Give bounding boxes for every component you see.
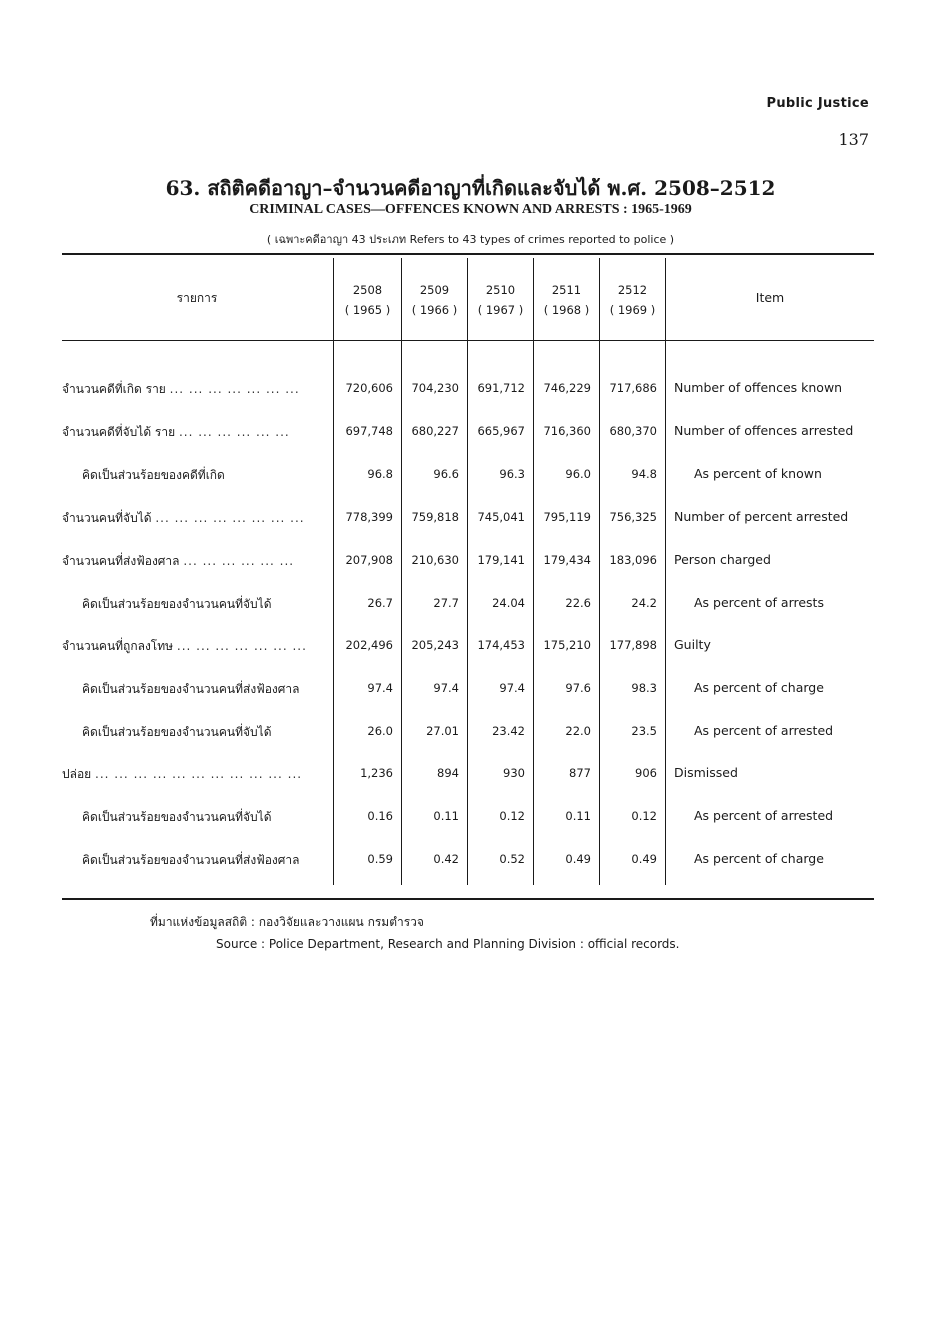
table-cell: 906 [635,766,657,780]
table-cell: 207,908 [345,553,393,567]
leader-dots: ... ... ... ... ... ... ... ... [155,511,305,525]
source-english: Source : Police Department, Research and Planning Division : official records. [216,937,680,951]
table-cell: 27.01 [426,724,459,738]
row-label-thai-text: คิดเป็นส่วนร้อยของจำนวนคนที่จับได้ [82,597,272,611]
column-header-item-thai: รายการ [176,291,218,305]
row-label-english: As percent of charge [694,680,824,695]
column-divider [599,258,600,885]
row-label-thai-text: คิดเป็นส่วนร้อยของจำนวนคนที่จับได้ [82,810,272,824]
table-cell: 0.52 [499,852,525,866]
year-ce: ( 1969 ) [609,303,656,317]
row-label-thai-text: จำนวนคดีที่จับได้ ราย [62,425,176,439]
table-cell: 756,325 [609,510,657,524]
title-thai: 63. สถิติคดีอาญา–จำนวนคดีอาญาที่เกิดและจับได้ พ.ศ. 2508–2512 [165,176,776,200]
year-be: 2512 [617,283,648,297]
column-divider [467,258,468,885]
leader-dots: ... ... ... ... ... ... [183,554,295,568]
subtitle: ( เฉพาะคดีอาญา 43 ประเภท Refers to 43 types of crimes reported to police ) [266,233,675,246]
year-be: 2508 [352,283,383,297]
table-cell: 0.12 [499,809,525,823]
table-cell: 96.6 [433,467,459,481]
year-ce: ( 1968 ) [543,303,590,317]
table-cell: 177,898 [609,638,657,652]
table-cell: 704,230 [411,381,459,395]
table-cell: 97.4 [433,681,459,695]
column-divider [665,258,666,885]
table-cell: 97.4 [499,681,525,695]
row-label-english: As percent of arrested [694,808,834,823]
table-cell: 96.3 [499,467,525,481]
row-label-english: Number of offences known [674,380,843,395]
table-cell: 0.59 [367,852,393,866]
table-cell: 174,453 [477,638,525,652]
table-cell: 716,360 [543,424,591,438]
table-cell: 0.42 [433,852,459,866]
table-cell: 23.5 [631,724,657,738]
table-cell: 0.16 [367,809,393,823]
row-label-thai-text: คิดเป็นส่วนร้อยของจำนวนคนที่ส่งฟ้องศาล [82,682,300,696]
year-header [534,280,599,320]
source-thai: ที่มาแห่งข้อมูลสถิติ : กองวิจัยและวางแผน กรมตำรวจ [150,915,424,929]
table-cell: 745,041 [477,510,525,524]
table-cell: 23.42 [492,724,525,738]
leader-dots: ... ... ... ... ... ... ... [169,382,300,396]
table-cell: 27.7 [433,596,459,610]
year-be: 2510 [485,283,516,297]
row-label-thai-text: จำนวนคดีที่เกิด ราย [62,382,166,396]
row-label-english: Person charged [674,552,771,567]
table-cell: 717,686 [609,381,657,395]
table-cell: 778,399 [345,510,393,524]
row-label-thai [62,552,332,571]
table-cell: 680,370 [609,424,657,438]
row-label-thai [62,851,332,870]
table-cell: 0.11 [433,809,459,823]
table-cell: 26.0 [367,724,393,738]
title-english: CRIMINAL CASES—OFFENCES KNOWN AND ARRESTS : 1965-1969 [249,202,692,217]
row-label-thai [62,808,332,827]
table-cell: 1,236 [360,766,393,780]
table-cell: 0.12 [631,809,657,823]
row-label-english: As percent of known [694,466,822,481]
year-header [402,280,467,320]
leader-dots: ... ... ... ... ... ... [178,425,290,439]
row-label-thai-text: ปล่อย [62,767,92,781]
row-label-thai [62,723,332,742]
table-cell: 691,712 [477,381,525,395]
year-header [468,280,533,320]
table-cell: 97.6 [565,681,591,695]
table-cell: 205,243 [411,638,459,652]
table-cell: 22.6 [565,596,591,610]
row-label-english: Number of offences arrested [674,423,854,438]
column-divider [533,258,534,885]
row-label-thai [62,466,332,485]
table-cell: 697,748 [345,424,393,438]
table-cell: 179,434 [543,553,591,567]
row-label-english: Guilty [674,637,711,652]
table-cell: 24.2 [631,596,657,610]
section-header: Public Justice [766,96,869,111]
row-label-thai [62,680,332,699]
header-bottom-rule [62,340,874,341]
row-label-thai-text: คิดเป็นส่วนร้อยของคดีที่เกิด [82,468,225,482]
table-cell: 183,096 [609,553,657,567]
row-label-thai [62,423,332,442]
row-label-thai [62,595,332,614]
table-cell: 26.7 [367,596,393,610]
row-label-thai-text: จำนวนคนที่ส่งฟ้องศาล [62,554,180,568]
table-cell: 0.49 [565,852,591,866]
row-label-thai-text: คิดเป็นส่วนร้อยของจำนวนคนที่จับได้ [82,725,272,739]
row-label-english: Number of percent arrested [674,509,849,524]
table-cell: 97.4 [367,681,393,695]
table-cell: 94.8 [631,467,657,481]
column-header-item-english: Item [755,290,785,305]
table-cell: 746,229 [543,381,591,395]
row-label-thai [62,637,332,656]
year-ce: ( 1967 ) [477,303,524,317]
row-label-thai [62,380,332,399]
table-cell: 22.0 [565,724,591,738]
table-cell: 680,227 [411,424,459,438]
year-be: 2509 [419,283,450,297]
leader-dots: ... ... ... ... ... ... ... ... ... ... ... [95,767,303,781]
year-header [334,280,401,320]
row-label-english: As percent of arrested [694,723,834,738]
year-ce: ( 1966 ) [411,303,458,317]
table-cell: 0.11 [565,809,591,823]
table-cell: 179,141 [477,553,525,567]
table-cell: 96.0 [565,467,591,481]
table-cell: 175,210 [543,638,591,652]
table-cell: 210,630 [411,553,459,567]
table-cell: 665,967 [477,424,525,438]
table-cell: 202,496 [345,638,393,652]
table-cell: 930 [503,766,525,780]
table-cell: 0.49 [631,852,657,866]
table-cell: 720,606 [345,381,393,395]
year-be: 2511 [551,283,582,297]
row-label-english: Dismissed [674,765,738,780]
row-label-english: As percent of arrests [694,595,824,610]
table-cell: 98.3 [631,681,657,695]
column-divider [333,258,334,885]
table-cell: 96.8 [367,467,393,481]
column-divider [401,258,402,885]
table-top-rule [62,253,874,255]
table-cell: 894 [437,766,459,780]
row-label-thai-text: จำนวนคนที่ถูกลงโทษ [62,639,174,653]
leader-dots: ... ... ... ... ... ... ... [176,639,307,653]
row-label-thai-text: จำนวนคนที่จับได้ [62,511,152,525]
year-header [600,280,665,320]
year-ce: ( 1965 ) [344,303,391,317]
table-cell: 24.04 [492,596,525,610]
row-label-thai [62,509,332,528]
row-label-thai [62,765,332,784]
table-cell: 795,119 [543,510,591,524]
table-cell: 759,818 [411,510,459,524]
row-label-thai-text: คิดเป็นส่วนร้อยของจำนวนคนที่ส่งฟ้องศาล [82,853,300,867]
table-cell: 877 [569,766,591,780]
table-bottom-rule [62,898,874,900]
row-label-english: As percent of charge [694,851,824,866]
page-number: 137 [838,130,869,149]
